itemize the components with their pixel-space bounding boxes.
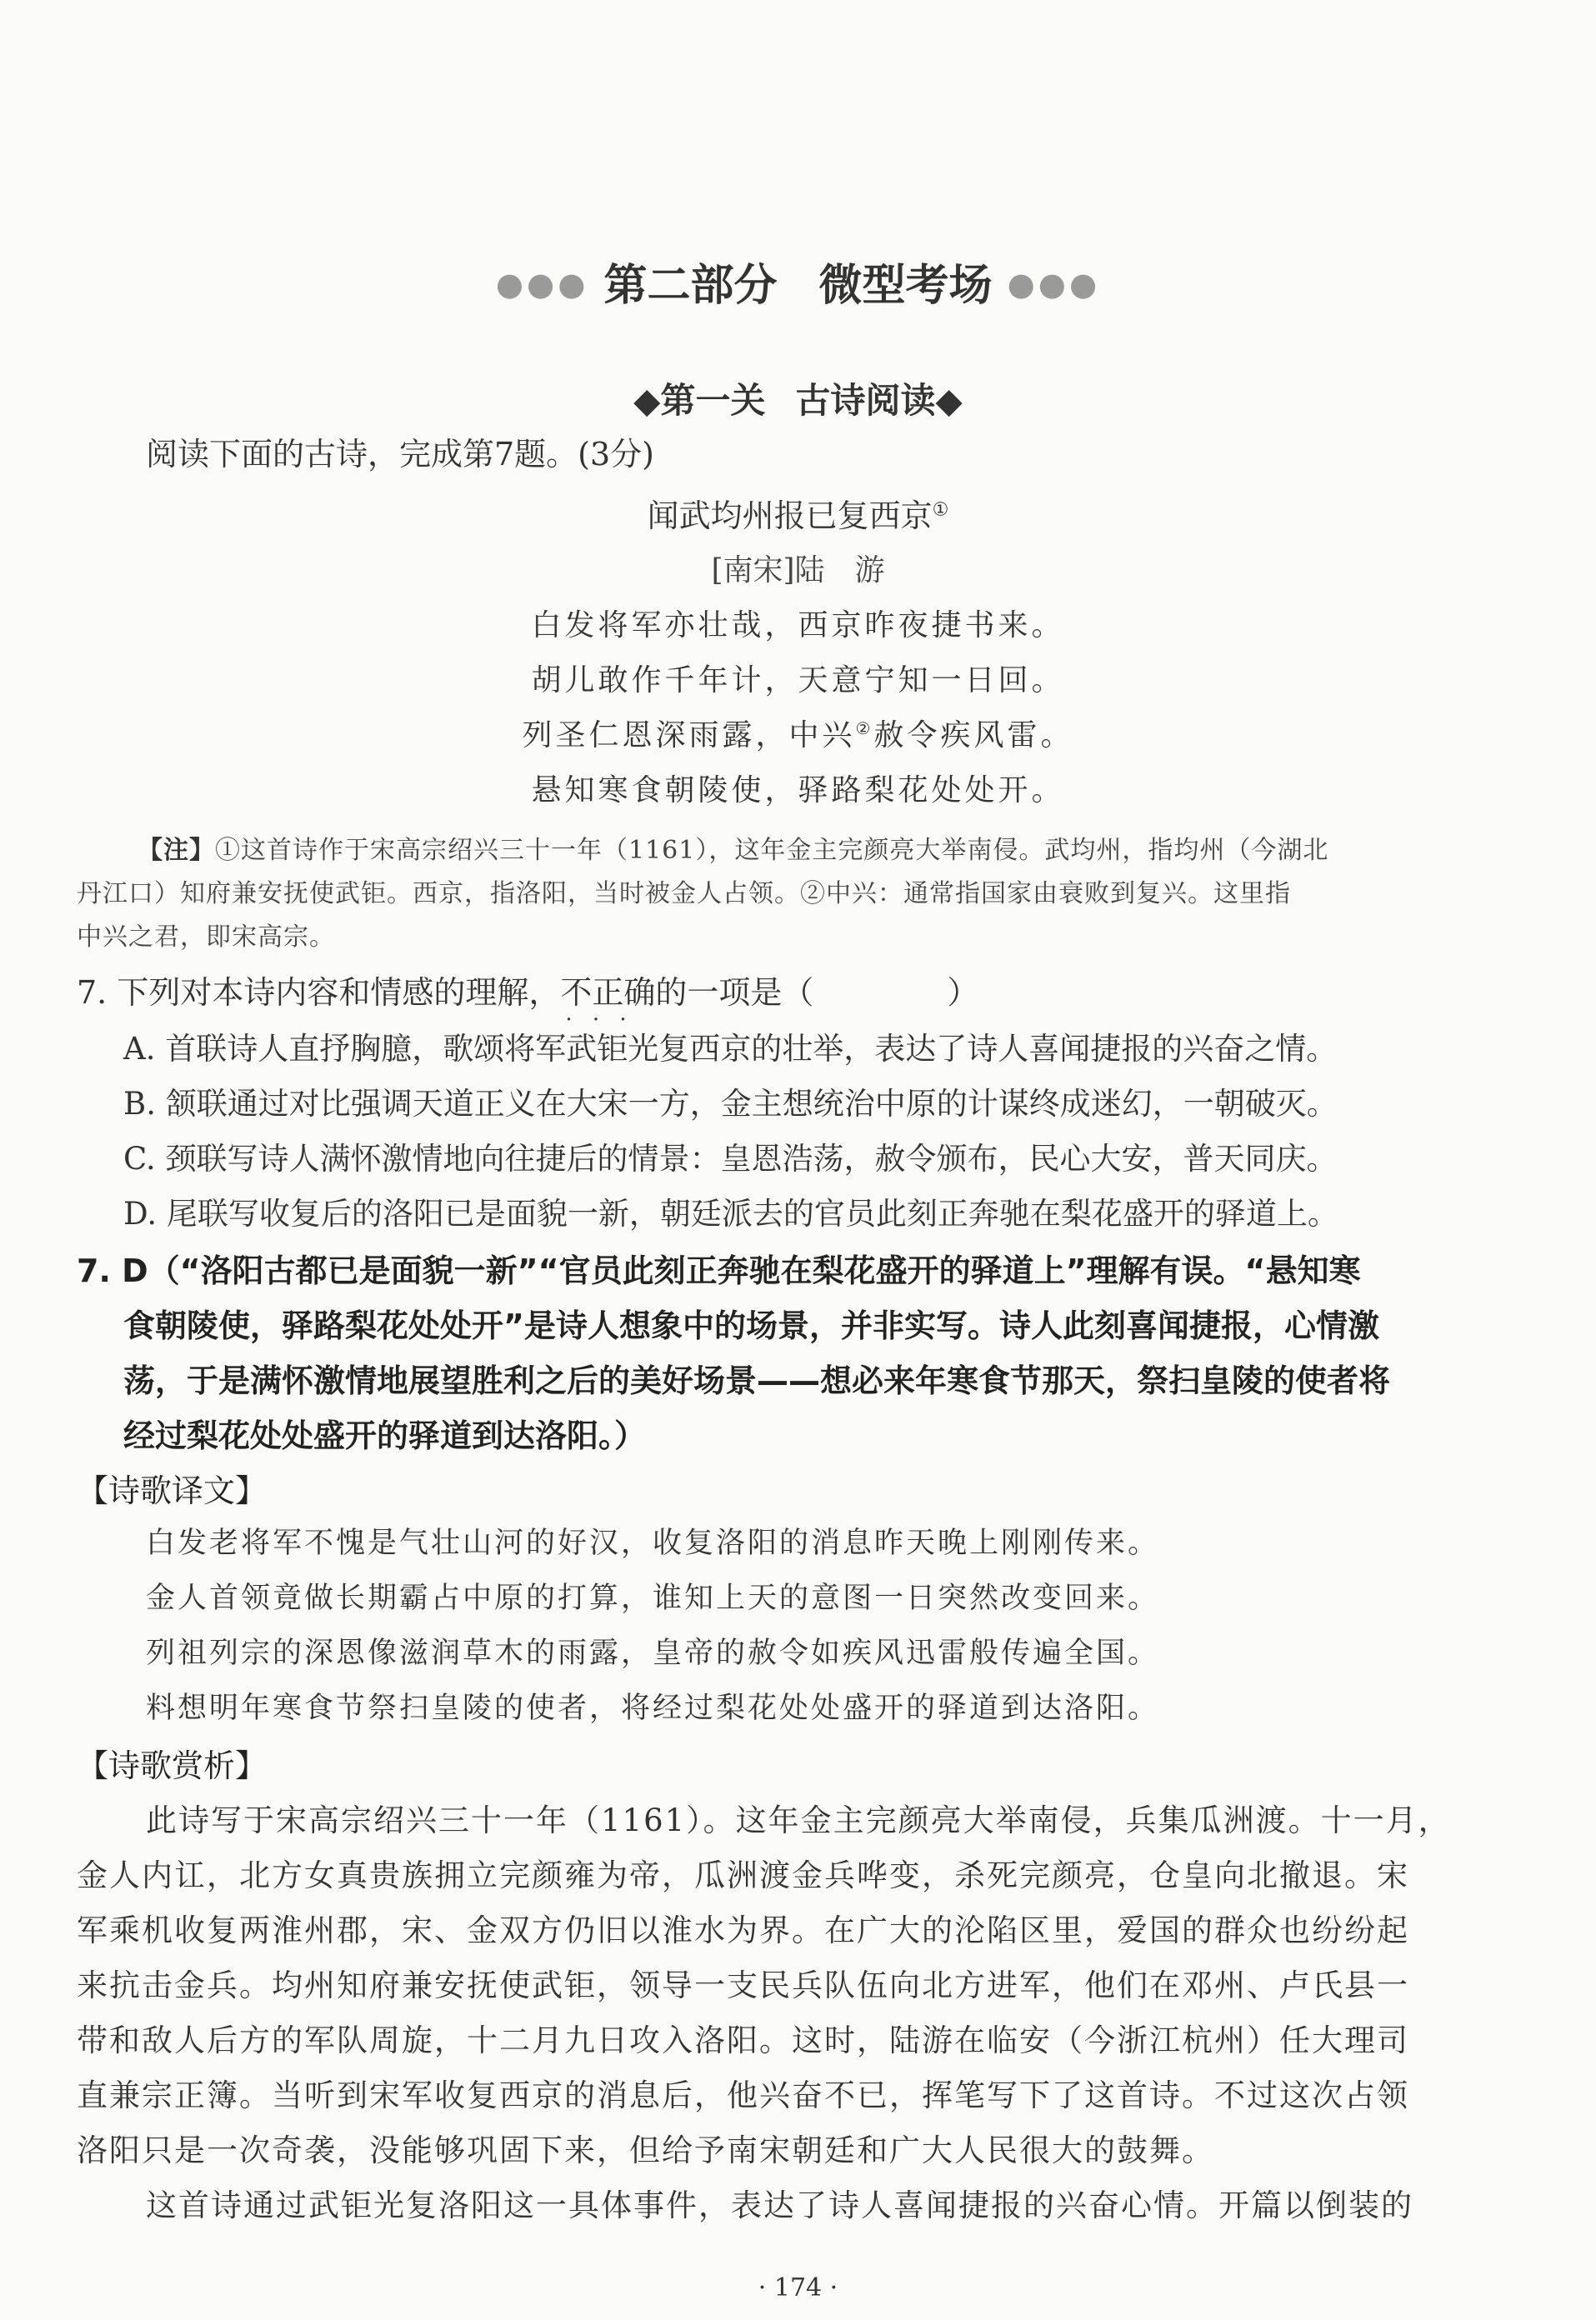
diamond-icon-left: ◆ <box>633 380 661 421</box>
translation-line: 料想明年寒食节祭扫皇陵的使者，将经过梨花处处盛开的驿道到达洛阳。 <box>146 1692 1160 1725</box>
section-name: 古诗阅读 <box>795 380 936 421</box>
analysis-line: 洛阳只是一次奇袭，没能够巩固下来，但给予南宋朝廷和广大人民很大的鼓舞。 <box>77 2132 1214 2168</box>
analysis-line: 此诗写于宋高宗绍兴三十一年（1161）。这年金主完颜亮大举南侵，兵集瓜洲渡。十一月， <box>146 1802 1451 1838</box>
option-b: B. 颔联通过对比强调天道正义在大宋一方，金主想统治中原的计谋终成迷幻，一朝破灭。 <box>123 1086 1338 1122</box>
poem-title <box>0 490 1596 536</box>
decorative-dots-left: ●●● <box>495 265 589 302</box>
answer-line: 经过梨花处处盛开的驿道到达洛阳。） <box>123 1418 647 1454</box>
part-subtitle: 微型考场 <box>818 260 993 311</box>
part-title: 第二部分 <box>603 260 778 311</box>
answer-line: 荡，于是满怀激情地展望胜利之后的美好场景——想必来年寒食节那天，祭扫皇陵的使者将 <box>123 1362 1391 1399</box>
part-header <box>0 250 1596 312</box>
note-label: 【注】 <box>138 836 215 865</box>
instruction-text: 阅读下面的古诗，完成第7题。(3分) <box>146 436 655 472</box>
analysis-line: 这首诗通过武钜光复洛阳这一具体事件，表达了诗人喜闻捷报的兴奋心情。开篇以倒装的 <box>146 2188 1413 2223</box>
emphasis-text: 不正确 · · · <box>560 974 655 1011</box>
translation-line: 列祖列宗的深恩像滋润草木的雨露，皇帝的赦令如疾风迅雷般传遍全国。 <box>146 1637 1160 1670</box>
analysis-line: 直兼宗正簿。当听到宋军收复西京的消息后，他兴奋不已，挥笔写下了这首诗。不过这次占领 <box>77 2078 1409 2113</box>
translation-line: 金人首领竟做长期霸占中原的打算，谁知上天的意图一日突然改变回来。 <box>146 1582 1160 1615</box>
note-line: 中兴之君，即宋高宗。 <box>77 922 335 952</box>
answer-line: 7. D（“洛阳古都已是面貌一新”“官员此刻正奔驰在梨花盛开的驿道上”理解有误。“悬知寒 <box>77 1252 1361 1289</box>
analysis-heading: 【诗歌赏析】 <box>77 1748 268 1784</box>
option-a: A. 首联诗人直抒胸臆，歌颂将军武钜光复西京的壮举，表达了诗人喜闻捷报的兴奋之情。 <box>123 1031 1338 1067</box>
poem-line: 白发将军亦壮哉，西京昨夜捷书来。 <box>531 608 1065 642</box>
page-number: · 174 · <box>758 2273 838 2302</box>
analysis-line: 带和敌人后方的军队周旋，十二月九日攻入洛阳。这时，陆游在临安（今浙江杭州）任大理司 <box>77 2022 1409 2058</box>
question-stem: 7. 下列对本诗内容和情感的理解，不正确 · · ·的一项是（ ） <box>77 967 978 1012</box>
note-line: 丹江口）知府兼安抚使武钜。西京，指洛阳，当时被金人占领。②中兴：通常指国家由衰败到复兴。这里指 <box>77 879 1291 908</box>
poem-line: 列圣仁恩深雨露，中兴②赦令疾风雷。 <box>522 718 1074 752</box>
poem-author: [南宋]陆 游 <box>711 553 885 588</box>
poem-line: 悬知寒食朝陵使，驿路梨花处处开。 <box>531 773 1065 808</box>
note-line: 【注】①这首诗作于宋高宗绍兴三十一年（1161），这年金主完颜亮大举南侵。武均州，指均州（今湖北 <box>138 836 1329 865</box>
translation-line: 白发老将军不愧是气壮山河的好汉，收复洛阳的消息昨天晚上刚刚传来。 <box>146 1527 1160 1560</box>
poem-line: 胡儿敢作千年计，天意宁知一日回。 <box>531 663 1065 698</box>
answer-line: 食朝陵使，驿路梨花处处开”是诗人想象中的场景，并非实写。诗人此刻喜闻捷报，心情激 <box>123 1308 1379 1344</box>
translation-heading: 【诗歌译文】 <box>77 1472 268 1509</box>
analysis-line: 金人内讧，北方女真贵族拥立完颜雍为帝，瓜洲渡金兵哗变，杀死完颜亮，仓皇向北撤退。宋 <box>77 1858 1409 1893</box>
poem-title-text: 闻武均州报已复西京 <box>647 498 933 534</box>
footnote-marker: ① <box>932 499 949 521</box>
footnote-marker: ② <box>855 718 874 738</box>
decorative-dots-right: ●●● <box>1007 265 1101 302</box>
option-d: D. 尾联写收复后的洛阳已是面貌一新，朝廷派去的官员此刻正奔驰在梨花盛开的驿道上。 <box>123 1196 1338 1232</box>
section-title <box>0 373 1596 423</box>
section-number: 第一关 <box>660 380 766 421</box>
analysis-line: 军乘机收复两淮州郡，宋、金双方仍旧以淮水为界。在广大的沦陷区里，爱国的群众也纷纷起 <box>77 1912 1409 1948</box>
option-c: C. 颈联写诗人满怀激情地向往捷后的情景：皇恩浩荡，赦令颁布，民心大安，普天同庆。 <box>123 1141 1338 1177</box>
analysis-line: 来抗击金兵。均州知府兼安抚使武钜，领导一支民兵队伍向北方进军，他们在邓州、卢氏县一 <box>77 1968 1409 2003</box>
diamond-icon-right: ◆ <box>935 380 963 421</box>
